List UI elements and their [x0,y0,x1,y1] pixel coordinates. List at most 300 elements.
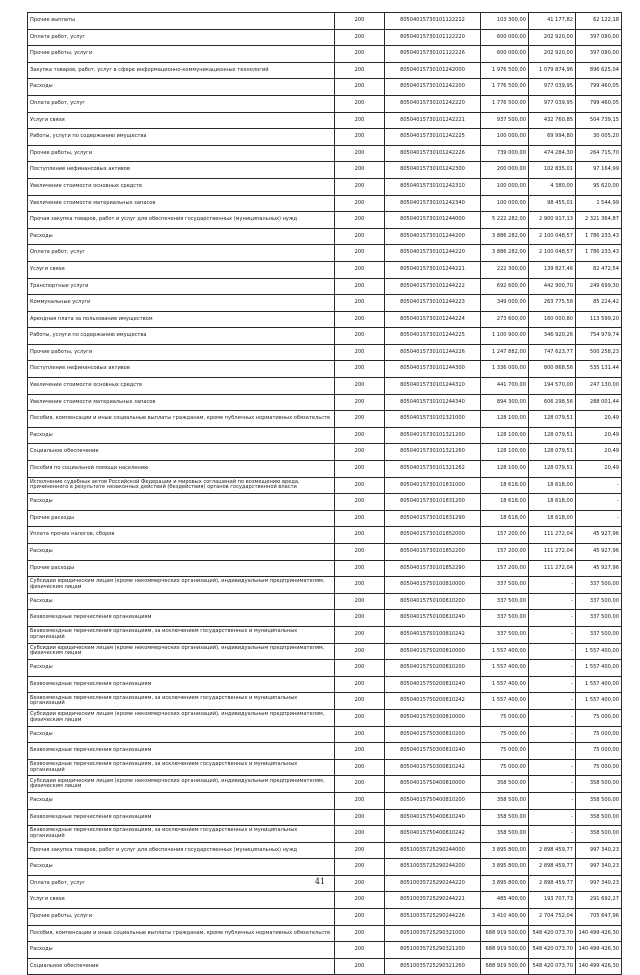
table-row [28,394,622,411]
row-remaining-cell: 20,49 [576,427,622,444]
row-name-cell: Уплата прочих налогов, сборов [28,527,335,544]
table-row [28,792,622,809]
row-code-cell: 200 [335,212,385,229]
table-row [28,925,622,942]
row-kbk-cell: 80504015730101244200 [385,228,481,245]
row-kbk-cell: 80504015750200810000 [385,643,481,660]
row-approved-cell: 3 895 800,00 [481,875,529,892]
row-remaining-cell: 1 557 400,00 [576,693,622,710]
table-row [28,859,622,876]
row-kbk-cell: 80504015750200810240 [385,676,481,693]
row-kbk-cell: 80504015730101242340 [385,195,481,212]
row-name-cell: Прочие расходы [28,560,335,577]
row-kbk-cell: 80504015730101321260 [385,444,481,461]
row-code-cell: 200 [335,842,385,859]
row-remaining-cell: 799 460,05 [576,79,622,96]
row-remaining-cell: 358 500,00 [576,776,622,793]
row-code-cell: 200 [335,295,385,312]
row-kbk-cell: 80504015730101852200 [385,544,481,561]
row-executed-cell: - [529,610,576,627]
row-kbk-cell: 80504015730101242220 [385,95,481,112]
row-remaining-cell: 397 080,00 [576,46,622,63]
row-code-cell: 200 [335,378,385,395]
row-kbk-cell: 80504015730101244225 [385,328,481,345]
table-row [28,95,622,112]
table-row [28,510,622,527]
row-name-cell: Прочая закупка товаров, работ и услуг для обеспечения государственных (муниципальных) нужд [28,212,335,229]
table-row [28,942,622,959]
row-code-cell: 200 [335,162,385,179]
row-code-cell: 200 [335,461,385,478]
row-approved-cell: 441 700,00 [481,378,529,395]
row-executed-cell: 128 079,51 [529,427,576,444]
table-row [28,759,622,776]
row-executed-cell: 2 100 048,57 [529,228,576,245]
row-executed-cell: 4 380,00 [529,178,576,195]
row-remaining-cell: 140 499 426,30 [576,942,622,959]
row-approved-cell: 100 000,00 [481,195,529,212]
row-code-cell: 200 [335,942,385,959]
row-approved-cell: 337 500,00 [481,577,529,594]
table-row [28,958,622,975]
row-approved-cell: 18 618,00 [481,494,529,511]
row-kbk-cell: 80504015730101242200 [385,79,481,96]
row-executed-cell: - [529,577,576,594]
table-row [28,527,622,544]
row-name-cell: Расходы [28,726,335,743]
row-kbk-cell: 80504015730101242300 [385,162,481,179]
row-executed-cell: - [529,809,576,826]
row-name-cell: Прочая закупка товаров, работ и услуг для обеспечения государственных (муниципальных) нужд [28,842,335,859]
row-approved-cell: 128 100,00 [481,461,529,478]
row-code-cell: 200 [335,145,385,162]
row-kbk-cell: 80504015750200810200 [385,660,481,677]
row-approved-cell: 1 557 400,00 [481,660,529,677]
row-approved-cell: 103 300,00 [481,13,529,30]
row-approved-cell: 5 222 282,00 [481,212,529,229]
row-remaining-cell: 45 927,96 [576,544,622,561]
table-row [28,494,622,511]
table-row [28,112,622,129]
row-name-cell: Безвозмездные перечисления организациям, за исключением государственных и муниципальных организаций [28,693,335,710]
row-approved-cell: 128 100,00 [481,444,529,461]
row-approved-cell: 688 919 500,00 [481,958,529,975]
row-approved-cell: 128 100,00 [481,411,529,428]
row-executed-cell: 977 039,95 [529,79,576,96]
row-approved-cell: 937 500,00 [481,112,529,129]
row-executed-cell: 98 455,01 [529,195,576,212]
row-kbk-cell: 80504015730101244340 [385,394,481,411]
row-kbk-cell: 80504015730101244300 [385,361,481,378]
row-kbk-cell: 80510035725290244220 [385,875,481,892]
row-name-cell: Субсидии юридическим лицам (кроме некоммерческих организаций), индивидуальным предпринимателям, физическим лицам [28,643,335,660]
table-row [28,643,622,660]
row-code-cell: 200 [335,643,385,660]
row-code-cell: 200 [335,95,385,112]
row-executed-cell: 160 000,80 [529,311,576,328]
row-name-cell: Увеличение стоимости основных средств [28,378,335,395]
row-kbk-cell: 80510035725290244200 [385,859,481,876]
row-name-cell: Пособия по социальной помощи населению [28,461,335,478]
row-executed-cell: - [529,593,576,610]
table-row [28,660,622,677]
row-remaining-cell: 358 500,00 [576,792,622,809]
row-code-cell: 200 [335,909,385,926]
row-kbk-cell: 80504015730101242221 [385,112,481,129]
row-remaining-cell: 997 340,23 [576,875,622,892]
row-approved-cell: 688 919 500,00 [481,942,529,959]
row-name-cell: Работы, услуги по содержанию имущества [28,328,335,345]
table-row [28,295,622,312]
row-name-cell: Коммунальные услуги [28,295,335,312]
row-kbk-cell: 80510035725290244221 [385,892,481,909]
row-code-cell: 200 [335,709,385,726]
row-kbk-cell: 80504015750300810000 [385,709,481,726]
row-name-cell: Безвозмездные перечисления организациям [28,676,335,693]
table-row [28,909,622,926]
row-kbk-cell: 80504015730101244221 [385,261,481,278]
row-code-cell: 200 [335,261,385,278]
row-executed-cell: 800 868,56 [529,361,576,378]
row-name-cell: Прочие выплаты [28,13,335,30]
row-name-cell: Расходы [28,660,335,677]
row-code-cell: 200 [335,859,385,876]
row-code-cell: 200 [335,195,385,212]
row-approved-cell: 1 776 500,00 [481,79,529,96]
row-executed-cell: - [529,759,576,776]
row-kbk-cell: 80504015730101831200 [385,494,481,511]
row-kbk-cell: 80504015750100810242 [385,626,481,643]
page-number: 41 [314,877,326,886]
row-executed-cell: 111 272,04 [529,527,576,544]
row-name-cell: Прочие работы, услуги [28,909,335,926]
row-name-cell: Прочие расходы [28,510,335,527]
row-approved-cell: 100 000,00 [481,178,529,195]
row-code-cell: 200 [335,676,385,693]
row-executed-cell: 128 079,51 [529,444,576,461]
row-code-cell: 200 [335,560,385,577]
row-code-cell: 200 [335,344,385,361]
row-code-cell: 200 [335,510,385,527]
row-remaining-cell: 1 786 233,43 [576,245,622,262]
table-row [28,145,622,162]
row-remaining-cell: 1 557 400,00 [576,660,622,677]
row-approved-cell: 100 000,00 [481,129,529,146]
row-approved-cell: 1 976 500,00 [481,62,529,79]
report-sheet [27,12,621,975]
row-kbk-cell: 80510035725290244226 [385,909,481,926]
row-remaining-cell: 535 131,44 [576,361,622,378]
row-approved-cell: 75 000,00 [481,743,529,760]
row-code-cell: 200 [335,112,385,129]
row-executed-cell: 1 079 874,96 [529,62,576,79]
row-executed-cell: 346 920,26 [529,328,576,345]
row-executed-cell: - [529,776,576,793]
row-code-cell: 200 [335,925,385,942]
table-row [28,79,622,96]
row-kbk-cell: 80504015750300810240 [385,743,481,760]
row-executed-cell: 18 618,00 [529,494,576,511]
row-remaining-cell: 291 692,27 [576,892,622,909]
row-executed-cell: 2 898 459,77 [529,875,576,892]
row-executed-cell: - [529,709,576,726]
row-approved-cell: 128 100,00 [481,427,529,444]
row-code-cell: 200 [335,245,385,262]
table-row [28,809,622,826]
row-approved-cell: 200 000,00 [481,162,529,179]
row-remaining-cell: 45 927,96 [576,560,622,577]
row-remaining-cell: 500 258,23 [576,344,622,361]
row-executed-cell: 2 898 459,77 [529,842,576,859]
row-approved-cell: 18 618,00 [481,510,529,527]
row-approved-cell: 1 247 882,00 [481,344,529,361]
row-code-cell: 200 [335,62,385,79]
row-executed-cell: 2 898 459,77 [529,859,576,876]
expenditure-table-body [28,13,622,975]
row-approved-cell: 157 200,00 [481,560,529,577]
row-executed-cell: - [529,693,576,710]
table-row [28,444,622,461]
row-name-cell: Безвозмездные перечисления организациям [28,809,335,826]
row-remaining-cell: 20,49 [576,461,622,478]
row-kbk-cell: 80504015730101852000 [385,527,481,544]
row-kbk-cell: 80504015730101244226 [385,344,481,361]
row-remaining-cell: 95 620,00 [576,178,622,195]
row-code-cell: 200 [335,311,385,328]
row-remaining-cell: 85 224,42 [576,295,622,312]
table-row [28,826,622,843]
row-remaining-cell: 20,49 [576,411,622,428]
table-row [28,626,622,643]
row-approved-cell: 358 500,00 [481,792,529,809]
row-executed-cell: 442 900,70 [529,278,576,295]
row-executed-cell: 139 827,46 [529,261,576,278]
row-remaining-cell: 705 647,96 [576,909,622,926]
row-remaining-cell: 504 739,15 [576,112,622,129]
row-kbk-cell: 80504015730101244224 [385,311,481,328]
table-row [28,477,622,494]
row-name-cell: Расходы [28,792,335,809]
row-code-cell: 200 [335,278,385,295]
row-name-cell: Оплата работ, услуг [28,95,335,112]
row-remaining-cell: - [576,510,622,527]
row-approved-cell: 1 336 000,00 [481,361,529,378]
row-kbk-cell: 80504015750100810200 [385,593,481,610]
row-approved-cell: 1 557 400,00 [481,676,529,693]
row-name-cell: Расходы [28,427,335,444]
table-row [28,195,622,212]
table-row [28,328,622,345]
row-approved-cell: 894 300,00 [481,394,529,411]
row-remaining-cell: 62 122,18 [576,13,622,30]
row-remaining-cell: 264 715,70 [576,145,622,162]
row-name-cell: Транспортные услуги [28,278,335,295]
row-approved-cell: 600 000,00 [481,46,529,63]
row-name-cell: Увеличение стоимости материальных запасов [28,195,335,212]
row-name-cell: Услуги связи [28,261,335,278]
row-remaining-cell: 337 500,00 [576,626,622,643]
row-kbk-cell: 80504015730101242225 [385,129,481,146]
row-name-cell: Безвозмездные перечисления организациям, за исключением государственных и муниципальных организаций [28,759,335,776]
row-remaining-cell: 997 340,23 [576,859,622,876]
table-row [28,676,622,693]
row-executed-cell: - [529,726,576,743]
row-remaining-cell: 249 699,30 [576,278,622,295]
row-approved-cell: 273 600,00 [481,311,529,328]
row-executed-cell: 128 079,51 [529,411,576,428]
row-code-cell: 200 [335,129,385,146]
row-kbk-cell: 80504015730101852290 [385,560,481,577]
row-executed-cell: 263 775,58 [529,295,576,312]
table-row [28,162,622,179]
table-row [28,776,622,793]
row-name-cell: Расходы [28,942,335,959]
row-approved-cell: 485 400,00 [481,892,529,909]
row-executed-cell: 41 177,82 [529,13,576,30]
row-code-cell: 200 [335,792,385,809]
row-kbk-cell: 80504015750400810000 [385,776,481,793]
row-code-cell: 200 [335,660,385,677]
row-approved-cell: 739 000,00 [481,145,529,162]
row-kbk-cell: 80504015730101831000 [385,477,481,494]
table-row [28,261,622,278]
row-executed-cell: 193 707,73 [529,892,576,909]
row-remaining-cell: 30 005,20 [576,129,622,146]
row-executed-cell: 2 704 752,04 [529,909,576,926]
row-kbk-cell: 80510035725290321260 [385,958,481,975]
row-name-cell: Работы, услуги по содержанию имущества [28,129,335,146]
row-approved-cell: 358 500,00 [481,809,529,826]
row-remaining-cell: 288 001,44 [576,394,622,411]
row-approved-cell: 3 886 282,00 [481,245,529,262]
row-code-cell: 200 [335,178,385,195]
row-name-cell: Расходы [28,494,335,511]
table-row [28,62,622,79]
row-code-cell: 200 [335,328,385,345]
row-executed-cell: - [529,676,576,693]
row-remaining-cell: 75 000,00 [576,743,622,760]
row-executed-cell: 977 039,95 [529,95,576,112]
row-remaining-cell: 358 500,00 [576,826,622,843]
row-executed-cell: 194 570,00 [529,378,576,395]
row-code-cell: 200 [335,411,385,428]
row-remaining-cell: 799 460,05 [576,95,622,112]
row-remaining-cell: 113 599,20 [576,311,622,328]
row-code-cell: 200 [335,875,385,892]
row-approved-cell: 358 500,00 [481,826,529,843]
row-name-cell: Оплата работ, услуг [28,29,335,46]
row-kbk-cell: 80504015730101122212 [385,13,481,30]
row-name-cell: Субсидии юридическим лицам (кроме некоммерческих организаций), индивидуальным предпринимателям, физическим лицам [28,577,335,594]
row-executed-cell: 548 420 073,70 [529,925,576,942]
row-name-cell: Субсидии юридическим лицам (кроме некоммерческих организаций), индивидуальным предпринимателям, физическим лицам [28,709,335,726]
row-approved-cell: 3 886 282,00 [481,228,529,245]
table-row [28,544,622,561]
table-row [28,13,622,30]
table-row [28,245,622,262]
row-remaining-cell: - [576,494,622,511]
table-row [28,743,622,760]
table-row [28,311,622,328]
row-approved-cell: 75 000,00 [481,709,529,726]
row-code-cell: 200 [335,759,385,776]
table-row [28,344,622,361]
row-executed-cell: 432 760,85 [529,112,576,129]
row-remaining-cell: 1 786 233,43 [576,228,622,245]
row-kbk-cell: 80504015730101831290 [385,510,481,527]
table-row [28,693,622,710]
row-executed-cell: - [529,660,576,677]
row-name-cell: Услуги связи [28,112,335,129]
table-row [28,29,622,46]
row-name-cell: Безвозмездные перечисления организациям [28,743,335,760]
row-name-cell: Оплата работ, услуг [28,245,335,262]
row-name-cell: Субсидии юридическим лицам (кроме некоммерческих организаций), индивидуальным предпринимателям, физическим лицам [28,776,335,793]
row-executed-cell: 548 420 073,70 [529,958,576,975]
row-approved-cell: 3 895 800,00 [481,842,529,859]
table-row [28,560,622,577]
row-code-cell: 200 [335,544,385,561]
row-executed-cell: 18 618,00 [529,510,576,527]
row-executed-cell: 2 100 048,57 [529,245,576,262]
row-approved-cell: 337 500,00 [481,626,529,643]
row-kbk-cell: 80504015730101242000 [385,62,481,79]
row-approved-cell: 157 200,00 [481,527,529,544]
row-name-cell: Поступление нефинансовых активов [28,162,335,179]
row-kbk-cell: 80504015750100810000 [385,577,481,594]
row-remaining-cell: 140 499 426,30 [576,958,622,975]
table-row [28,842,622,859]
row-name-cell: Оплата работ, услуг [28,875,335,892]
row-remaining-cell: 75 000,00 [576,709,622,726]
row-kbk-cell: 80504015750400810242 [385,826,481,843]
row-code-cell: 200 [335,13,385,30]
row-name-cell: Закупка товаров, работ, услуг в сфере информационно-коммуникационных технологий [28,62,335,79]
row-remaining-cell: 337 500,00 [576,610,622,627]
row-approved-cell: 692 600,00 [481,278,529,295]
row-kbk-cell: 80510035725290244000 [385,842,481,859]
table-row [28,46,622,63]
row-code-cell: 200 [335,610,385,627]
row-remaining-cell: 337 500,00 [576,593,622,610]
row-name-cell: Увеличение стоимости материальных запасов [28,394,335,411]
row-kbk-cell: 80504015750400810200 [385,792,481,809]
row-code-cell: 200 [335,776,385,793]
row-approved-cell: 337 500,00 [481,610,529,627]
row-code-cell: 200 [335,394,385,411]
row-name-cell: Услуги связи [28,892,335,909]
row-remaining-cell: 1 544,99 [576,195,622,212]
row-approved-cell: 75 000,00 [481,726,529,743]
table-row [28,577,622,594]
row-code-cell: 200 [335,577,385,594]
row-kbk-cell: 80510035725290321000 [385,925,481,942]
row-approved-cell: 222 300,00 [481,261,529,278]
row-executed-cell: - [529,626,576,643]
row-kbk-cell: 80504015730101244000 [385,212,481,229]
row-code-cell: 200 [335,527,385,544]
table-row [28,361,622,378]
row-remaining-cell: 754 979,74 [576,328,622,345]
row-executed-cell: - [529,743,576,760]
table-row [28,427,622,444]
row-approved-cell: 3 895 800,00 [481,859,529,876]
row-kbk-cell: 80504015730101244223 [385,295,481,312]
row-code-cell: 200 [335,361,385,378]
row-kbk-cell: 80504015730101242310 [385,178,481,195]
row-name-cell: Пособия, компенсации и иные социальные выплаты гражданам, кроме публичных нормативных обязательств [28,925,335,942]
row-code-cell: 200 [335,743,385,760]
